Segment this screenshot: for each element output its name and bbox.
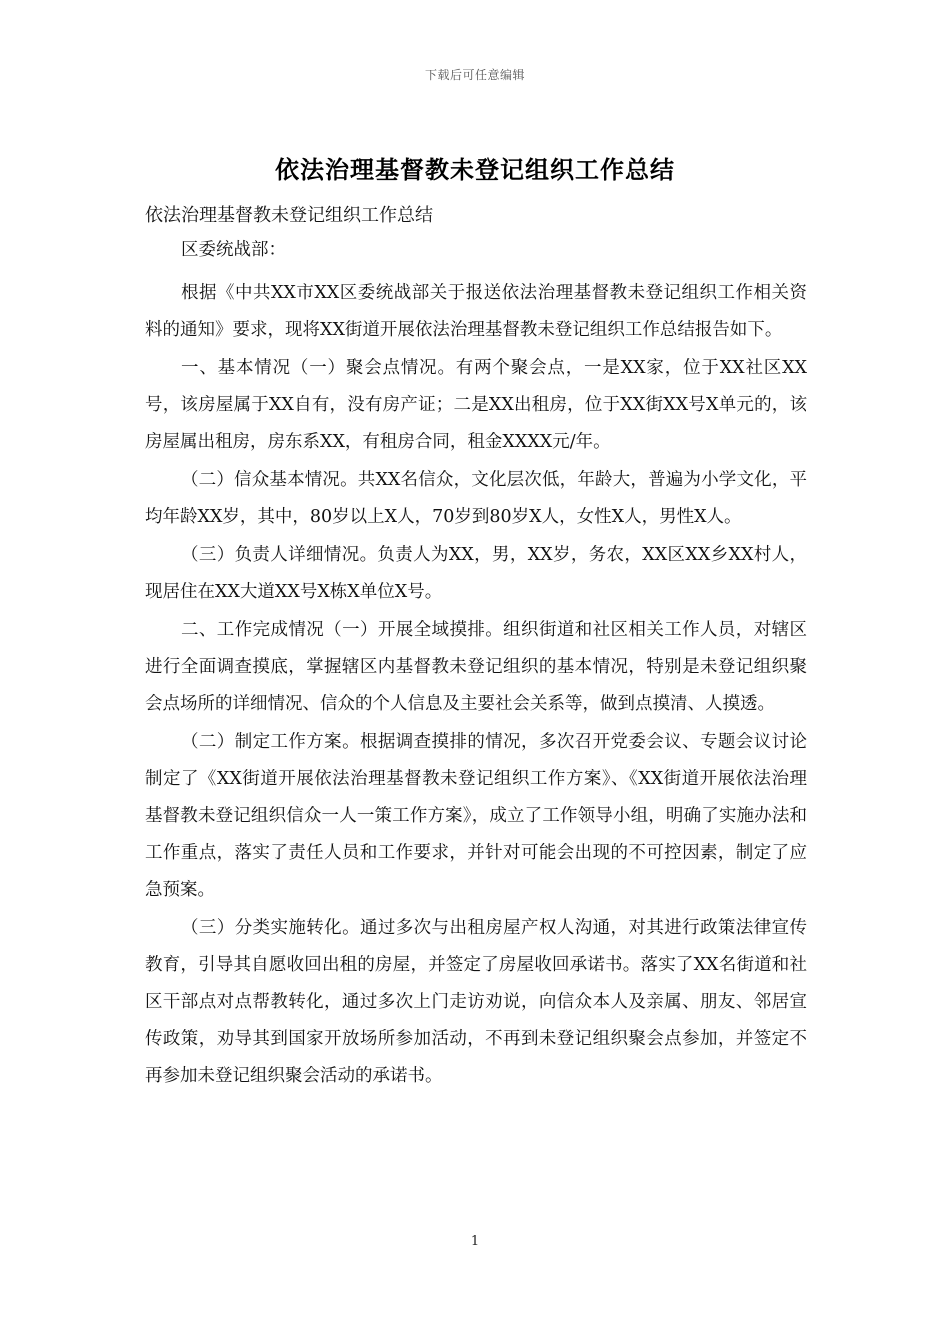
page-number: 1 (470, 1234, 480, 1249)
header-note: 下载后可任意编辑 (424, 68, 525, 82)
paragraph-survey: 二、工作完成情况（一）开展全域摸排。组织街道和社区相关工作人员，对辖区进行全面调查摸底，掌握辖区内基督教未登记组织的基本情况，特别是未登记组织聚会点场所的详细情况、信众的个人信息及主要社会关系等，做到点摸清、人摸透。 (145, 620, 807, 714)
document-subtitle: 依法治理基督教未登记组织工作总结 (145, 205, 433, 226)
document-body (145, 232, 807, 1096)
salutation: 区委统战部： (181, 240, 286, 260)
paragraph-basic-situation: 一、基本情况（一）聚会点情况。有两个聚会点，一是XX家，位于XX社区XX号，该房屋属于XX自有，没有房产证；二是XX出租房，位于XX街XX号X单元的，该房屋属出租房，房东系XX，有租房合同，租金XXXX元/年。 (145, 358, 807, 452)
paragraph-leader: （三）负责人详细情况。负责人为XX，男，XX岁，务农，XX区XX乡XX村人，现居住在XX大道XX号X栋X单位X号。 (145, 545, 807, 602)
paragraph-intro: 根据《中共XX市XX区委统战部关于报送依法治理基督教未登记组织工作相关资料的通知》要求，现将XX街道开展依法治理基督教未登记组织工作总结报告如下。 (145, 283, 807, 340)
paragraph-believers: （二）信众基本情况。共XX名信众，文化层次低，年龄大，普遍为小学文化，平均年龄XX岁，其中，80岁以上X人，70岁到80岁X人，女性X人，男性X人。 (145, 470, 807, 527)
document-title: 依法治理基督教未登记组织工作总结 (275, 155, 675, 184)
paragraph-transformation: （三）分类实施转化。通过多次与出租房屋产权人沟通，对其进行政策法律宣传教育，引导其自愿收回出租的房屋，并签定了房屋收回承诺书。落实了XX名街道和社区干部点对点帮教转化，通过多次上门走访劝说，向信众本人及亲属、朋友、邻居宣传政策，劝导其到国家开放场所参加活动，不再到未登记组织聚会点参加，并签定不再参加未登记组织聚会活动的承诺书。 (145, 918, 807, 1086)
paragraph-plan: （二）制定工作方案。根据调查摸排的情况，多次召开党委会议、专题会议讨论制定了《XX街道开展依法治理基督教未登记组织工作方案》、《XX街道开展依法治理基督教未登记组织信众一人一策工作方案》，成立了工作领导小组，明确了实施办法和工作重点，落实了责任人员和工作要求，并针对可能会出现的不可控因素，制定了应急预案。 (145, 732, 807, 900)
